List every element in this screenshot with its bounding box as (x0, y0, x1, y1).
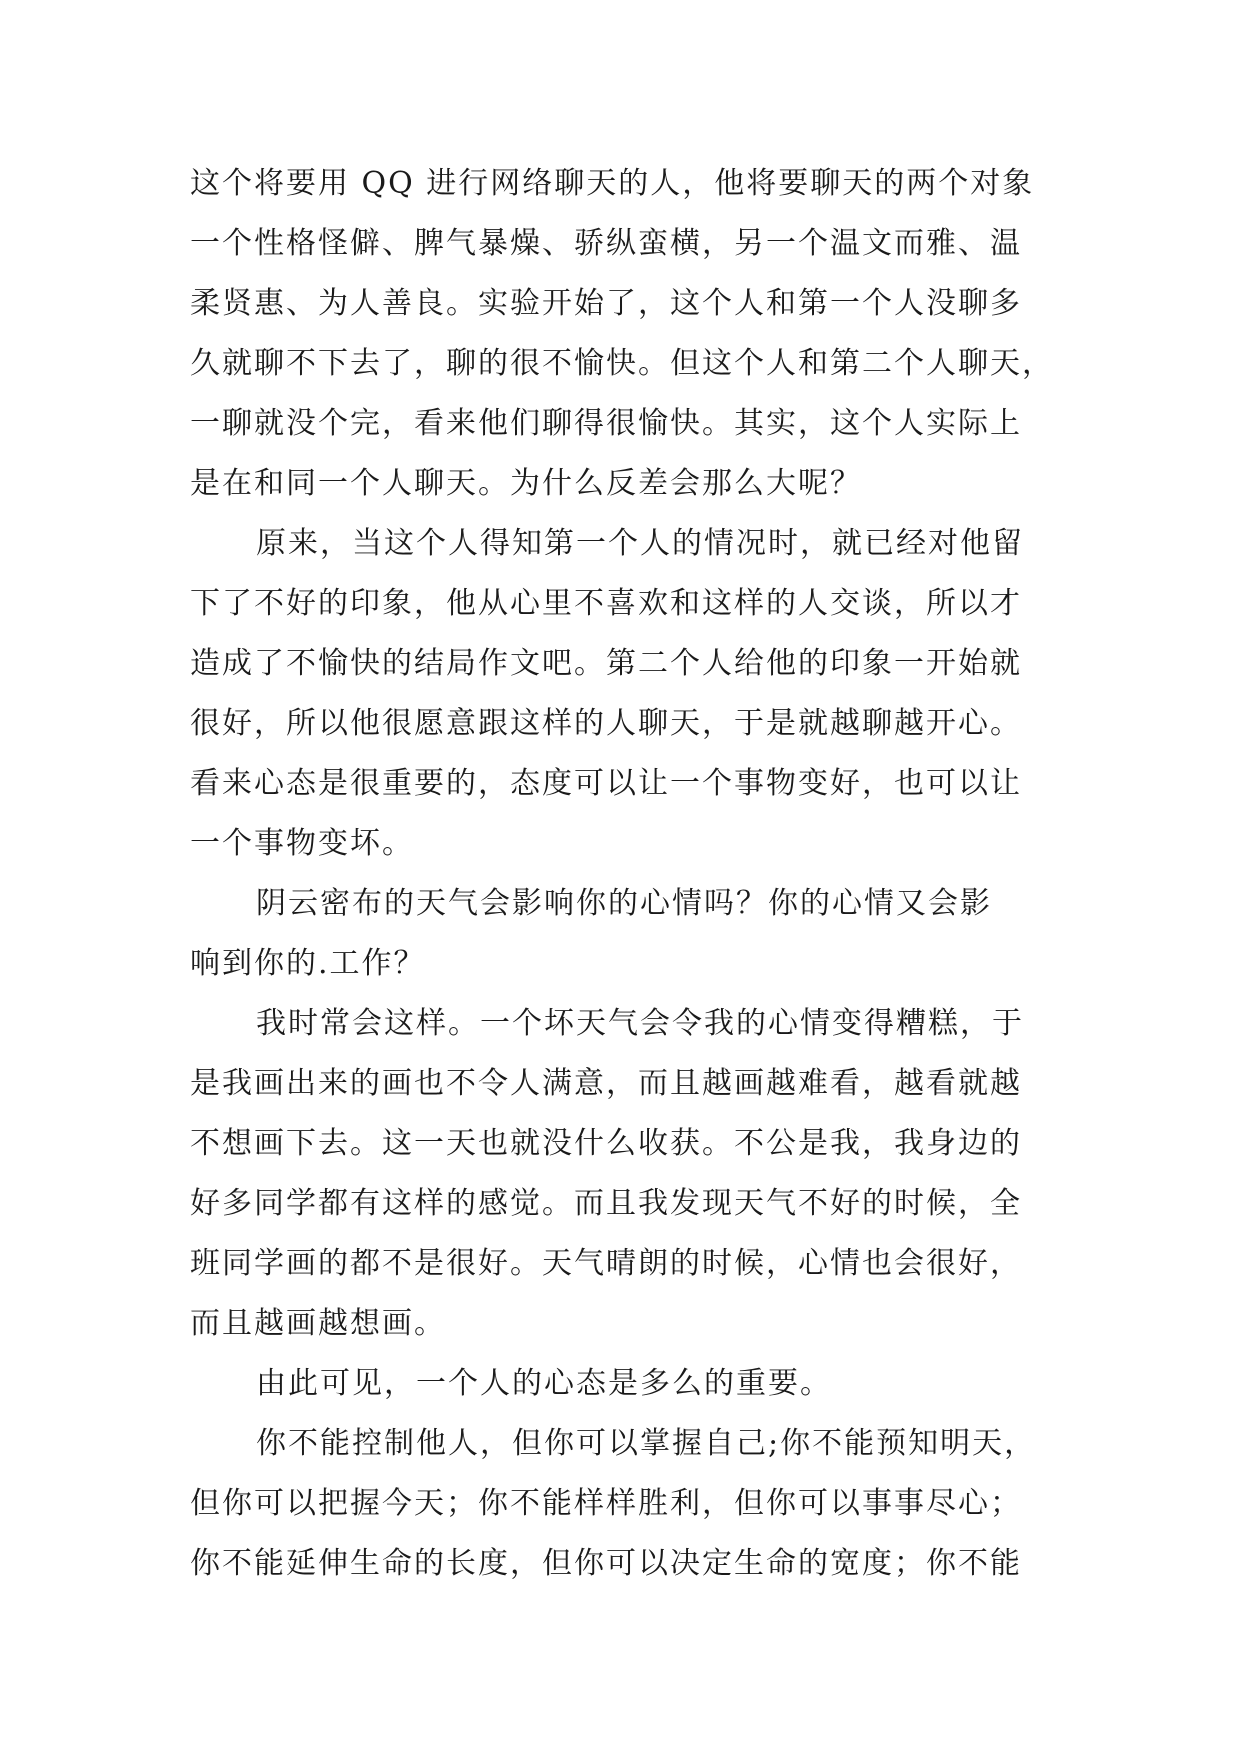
text-line: 你不能延伸生命的长度，但你可以决定生命的宽度；你不能 (190, 1546, 1022, 1581)
paragraph-first-line: 由此可见，一个人的心态是多么的重要。 (256, 1366, 832, 1401)
text-line: 而且越画越想画。 (190, 1306, 446, 1341)
paragraph-first-line: 你不能控制他人，但你可以掌握自己;你不能预知明天， (256, 1426, 1037, 1461)
paragraph-first-line: 原来，当这个人得知第一个人的情况时，就已经对他留 (256, 526, 1024, 561)
text-line: 好多同学都有这样的感觉。而且我发现天气不好的时候，全 (190, 1186, 1022, 1221)
text-line: 这个将要用 QQ 进行网络聊天的人，他将要聊天的两个对象 (190, 166, 1035, 201)
text-line: 很好，所以他很愿意跟这样的人聊天，于是就越聊越开心。 (190, 706, 1022, 741)
paragraph-first-line: 我时常会这样。一个坏天气会令我的心情变得糟糕，于 (256, 1006, 1024, 1041)
body-text (190, 162, 1080, 1602)
text-line: 造成了不愉快的结局作文吧。第二个人给他的印象一开始就 (190, 646, 1022, 681)
text-line: 一聊就没个完，看来他们聊得很愉快。其实，这个人实际上 (190, 406, 1022, 441)
text-line: 一个性格怪僻、脾气暴燥、骄纵蛮横，另一个温文而雅、温 (190, 226, 1022, 261)
text-line: 但你可以把握今天；你不能样样胜利，但你可以事事尽心； (190, 1486, 1022, 1521)
text-line: 响到你的.工作？ (190, 946, 426, 981)
text-line: 不想画下去。这一天也就没什么收获。不公是我，我身边的 (190, 1126, 1022, 1161)
text-line: 久就聊不下去了，聊的很不愉快。但这个人和第二个人聊天， (190, 346, 1054, 381)
text-line: 下了不好的印象，他从心里不喜欢和这样的人交谈，所以才 (190, 586, 1022, 621)
text-line: 是在和同一个人聊天。为什么反差会那么大呢？ (190, 466, 862, 501)
paragraph-first-line: 阴云密布的天气会影响你的心情吗？你的心情又会影 (256, 886, 992, 921)
text-line: 是我画出来的画也不令人满意，而且越画越难看，越看就越 (190, 1066, 1022, 1101)
text-line: 看来心态是很重要的，态度可以让一个事物变好，也可以让 (190, 766, 1022, 801)
text-line: 一个事物变坏。 (190, 826, 414, 861)
text-line: 班同学画的都不是很好。天气晴朗的时候，心情也会很好， (190, 1246, 1022, 1281)
text-line: 柔贤惠、为人善良。实验开始了，这个人和第一个人没聊多 (190, 286, 1022, 321)
